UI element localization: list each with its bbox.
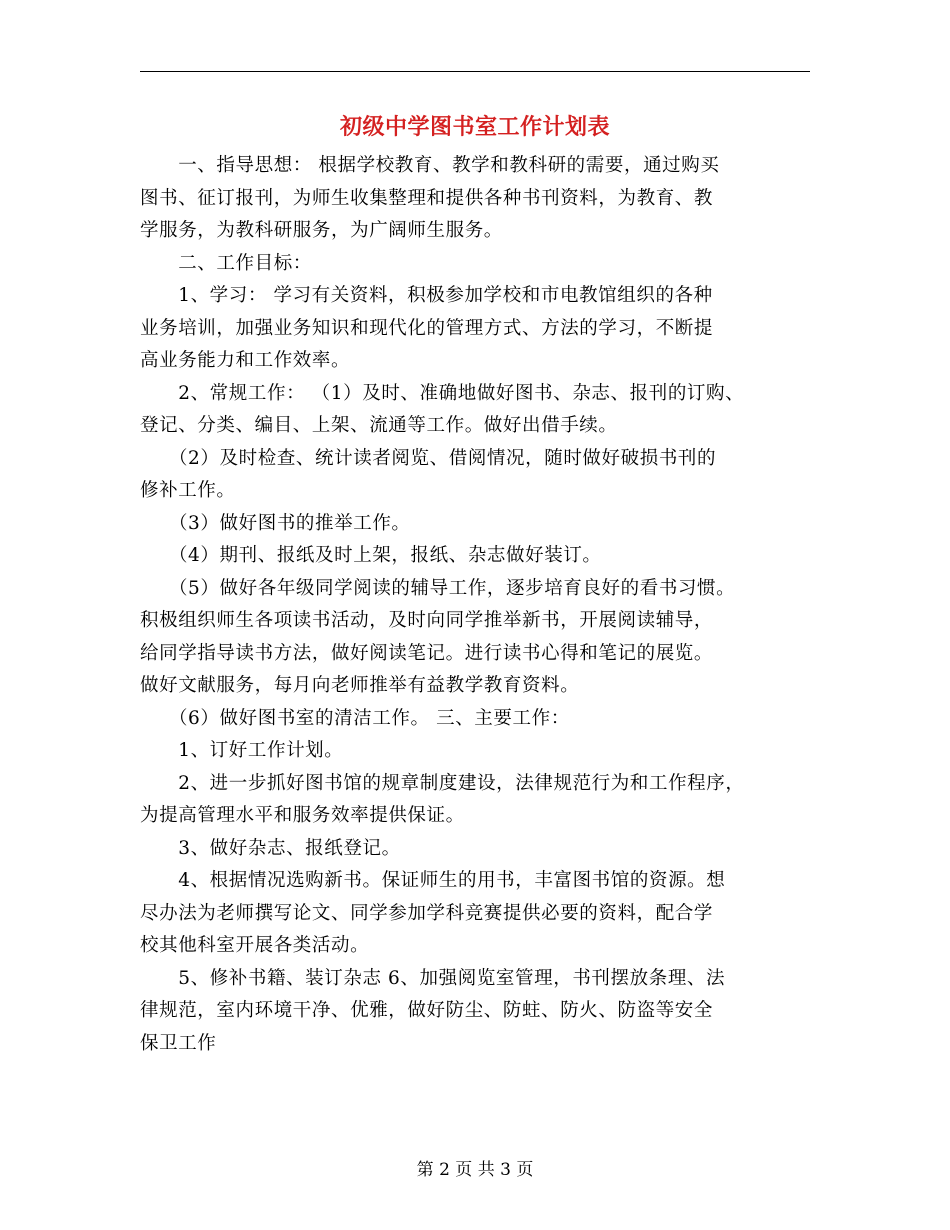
body-line: 学服务，为教科研服务，为广阔师生服务。 — [140, 220, 503, 241]
body-line: 给同学指导读书方法，做好阅读笔记。进行读书心得和笔记的展览。 — [140, 642, 714, 664]
body-line: 做好文献服务，每月向老师推举有益教学教育资料。 — [140, 675, 580, 696]
body-line: 5、修补书籍、装订杂志 6、加强阅览室管理，书刊摆放条理、法 — [140, 967, 726, 989]
body-line: 积极组织师生各项读书活动，及时向同学推举新书，开展阅读辅导， — [140, 610, 714, 631]
body-line: 高业务能力和工作效率。 — [140, 350, 351, 371]
body-line: 图书、征订报刊，为师生收集整理和提供各种书刊资料，为教育、教 — [140, 187, 714, 209]
body-line: 修补工作。 — [140, 480, 236, 501]
body-line: 3、做好杂志、报纸登记。 — [140, 837, 401, 859]
body-line: （6）做好图书室的清洁工作。 三、主要工作： — [140, 707, 570, 729]
document-body — [140, 150, 830, 1060]
body-line: 2、常规工作： （1）及时、准确地做好图书、杂志、报刊的订购、 — [140, 382, 745, 404]
body-line: （2）及时检查、统计读者阅览、借阅情况，随时做好破损书刊的 — [140, 447, 717, 469]
body-line: 登记、分类、编目、上架、流通等工作。做好出借手续。 — [140, 415, 618, 436]
body-line: 一、指导思想： 根据学校教育、教学和教科研的需要，通过购买 — [140, 155, 720, 176]
body-line: （3）做好图书的推举工作。 — [140, 512, 411, 534]
body-line: 校其他科室开展各类活动。 — [140, 935, 370, 956]
body-line: 1、学习： 学习有关资料，积极参加学校和市电教馆组织的各种 — [140, 285, 713, 306]
body-line: （5）做好各年级同学阅读的辅导工作，逐步培育良好的看书习惯。 — [140, 577, 736, 599]
body-line: 保卫工作 — [140, 1032, 217, 1054]
body-line: 尽办法为老师撰写论文、同学参加学科竞赛提供必要的资料，配合学 — [140, 902, 714, 924]
body-line: 二、工作目标： — [140, 252, 312, 274]
page-number: 第 2 页 共 3 页 — [416, 1160, 534, 1180]
body-line: 为提高管理水平和服务效率提供保证。 — [140, 805, 465, 826]
header-rule — [140, 71, 810, 72]
body-line: （4）期刊、报纸及时上架，报纸、杂志做好装订。 — [140, 545, 602, 566]
body-line: 业务培训，加强业务知识和现代化的管理方式、方法的学习，不断提 — [140, 317, 714, 339]
body-line: 1、订好工作计划。 — [140, 740, 344, 761]
body-line: 4、根据情况选购新书。保证师生的用书，丰富图书馆的资源。想 — [140, 870, 726, 891]
document-title: 初级中学图书室工作计划表 — [339, 114, 610, 140]
body-line: 律规范，室内环境干净、优雅，做好防尘、防蛀、防火、防盗等安全 — [140, 1000, 714, 1021]
body-line: 2、进一步抓好图书馆的规章制度建设，法律规范行为和工作程序， — [140, 772, 745, 794]
